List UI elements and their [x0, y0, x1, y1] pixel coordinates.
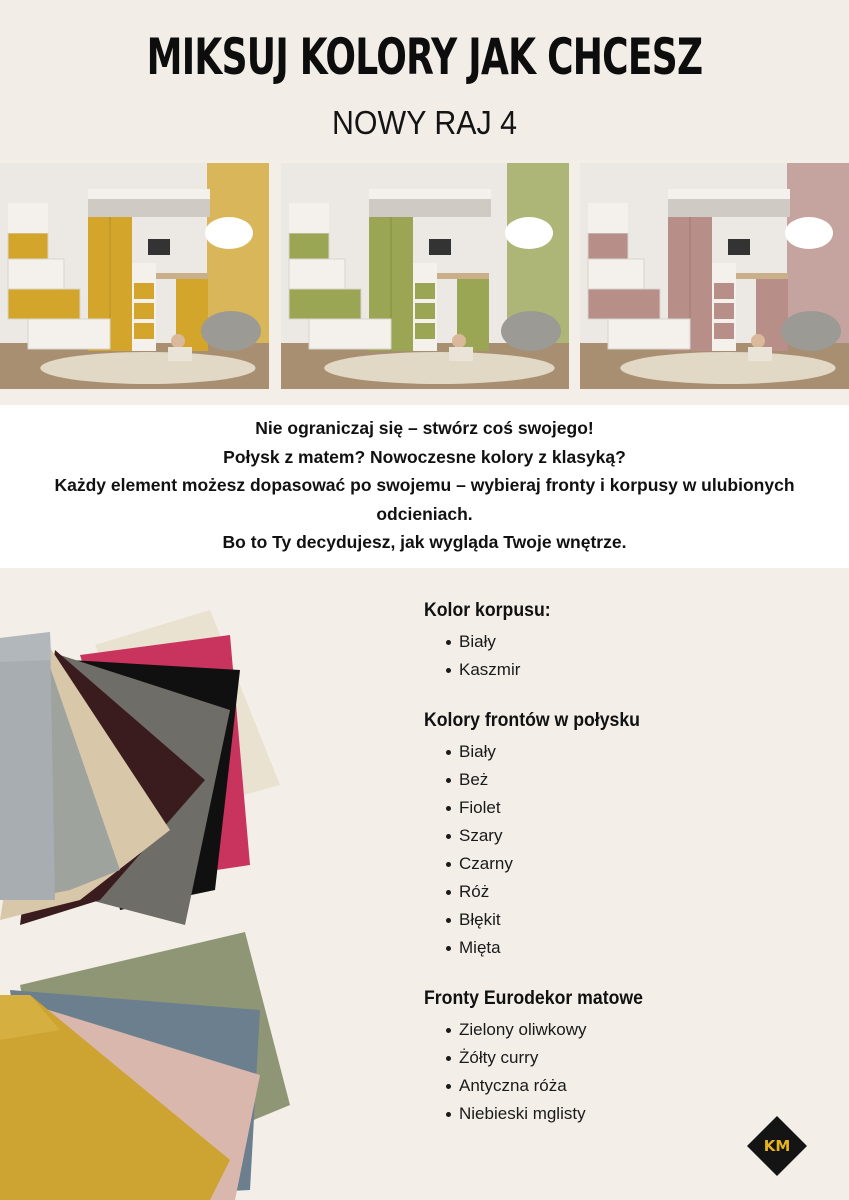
beanbag — [201, 311, 261, 351]
rug — [620, 352, 835, 384]
list-item: Szary — [446, 822, 824, 850]
stair-step — [289, 289, 361, 319]
list-item: Mięta — [446, 934, 824, 962]
stair-step — [309, 319, 391, 349]
list-item: Biały — [446, 738, 824, 766]
spec-group-gloss — [424, 710, 824, 962]
spec-group-body — [424, 600, 824, 684]
spec-list — [424, 738, 824, 962]
monitor — [148, 239, 170, 255]
spec-list — [424, 1016, 824, 1128]
child-figure — [751, 334, 765, 348]
desk — [437, 273, 489, 279]
stair-step — [588, 259, 644, 289]
list-item: Zielony oliwkowy — [446, 1016, 824, 1044]
intro-line: odcieniach. — [376, 503, 473, 524]
spec-group-matte — [424, 988, 824, 1128]
logo-text: KM — [763, 1137, 791, 1155]
list-item: Błękit — [446, 906, 824, 934]
monitor — [429, 239, 451, 255]
stair-step — [608, 319, 690, 349]
beanbag — [781, 311, 841, 351]
stair-step — [588, 289, 660, 319]
cloud-decor — [785, 217, 833, 249]
product-photos — [0, 163, 849, 389]
mattress — [369, 189, 491, 199]
stair-step — [28, 319, 110, 349]
list-item: Żółty curry — [446, 1044, 824, 1072]
spec-heading: Fronty Eurodekor matowe — [424, 988, 643, 1009]
header — [0, 0, 849, 160]
km-logo — [745, 1114, 809, 1178]
matte-swatch-fan — [0, 932, 290, 1200]
rug — [324, 352, 554, 384]
gloss-swatch-fan — [0, 610, 280, 925]
bed-rail — [369, 199, 491, 217]
stair-step — [8, 289, 80, 319]
spec-heading: Kolory frontów w połysku — [424, 710, 640, 731]
stair-top — [289, 203, 329, 233]
intro-line: Bo to Ty decydujesz, jak wygląda Twoje wnętrze. — [222, 532, 627, 552]
list-item: Kaszmir — [446, 656, 824, 684]
spec-list — [424, 628, 824, 684]
color-specs — [424, 600, 824, 1154]
bed-rail — [88, 199, 210, 217]
color-swatches-image — [0, 600, 300, 1200]
child-figure — [452, 334, 466, 348]
photo-variant-curry — [0, 163, 269, 389]
rug — [40, 352, 255, 384]
beanbag — [501, 311, 561, 351]
stair-step — [8, 259, 64, 289]
stair-step — [8, 233, 48, 259]
page-subtitle: NOWY RAJ 4 — [331, 104, 518, 141]
stair-step — [289, 259, 345, 289]
desk — [736, 273, 788, 279]
bed-rail — [668, 199, 790, 217]
photo-variant-rose — [580, 163, 849, 389]
list-item: Fiolet — [446, 794, 824, 822]
intro-line: Każdy element możesz dopasować po swojemu – wybieraj fronty i korpusy w ulubionych — [54, 475, 795, 495]
cloud-decor — [505, 217, 553, 249]
monitor — [728, 239, 750, 255]
mattress — [668, 189, 790, 199]
intro-line: Nie ograniczaj się – stwórz coś swojego! — [255, 418, 594, 438]
cloud-decor — [205, 217, 253, 249]
swatch-blue — [0, 632, 55, 900]
child-figure — [171, 334, 185, 348]
stair-top — [8, 203, 48, 233]
mattress — [88, 189, 210, 199]
list-item: Róż — [446, 878, 824, 906]
list-item: Antyczna róża — [446, 1072, 824, 1100]
intro-text — [0, 405, 849, 568]
list-item: Czarny — [446, 850, 824, 878]
list-item: Beż — [446, 766, 824, 794]
photo-variant-olive — [281, 163, 569, 389]
spec-heading: Kolor korpusu: — [424, 600, 551, 621]
intro-line: Połysk z matem? Nowoczesne kolory z klasyką? — [223, 446, 626, 467]
stair-step — [289, 233, 329, 259]
desk — [156, 273, 208, 279]
list-item: Niebieski mglisty — [446, 1100, 824, 1128]
list-item: Biały — [446, 628, 824, 656]
stair-step — [588, 233, 628, 259]
stair-top — [588, 203, 628, 233]
page-title: MIKSUJ KOLORY JAK CHCESZ — [146, 28, 703, 86]
